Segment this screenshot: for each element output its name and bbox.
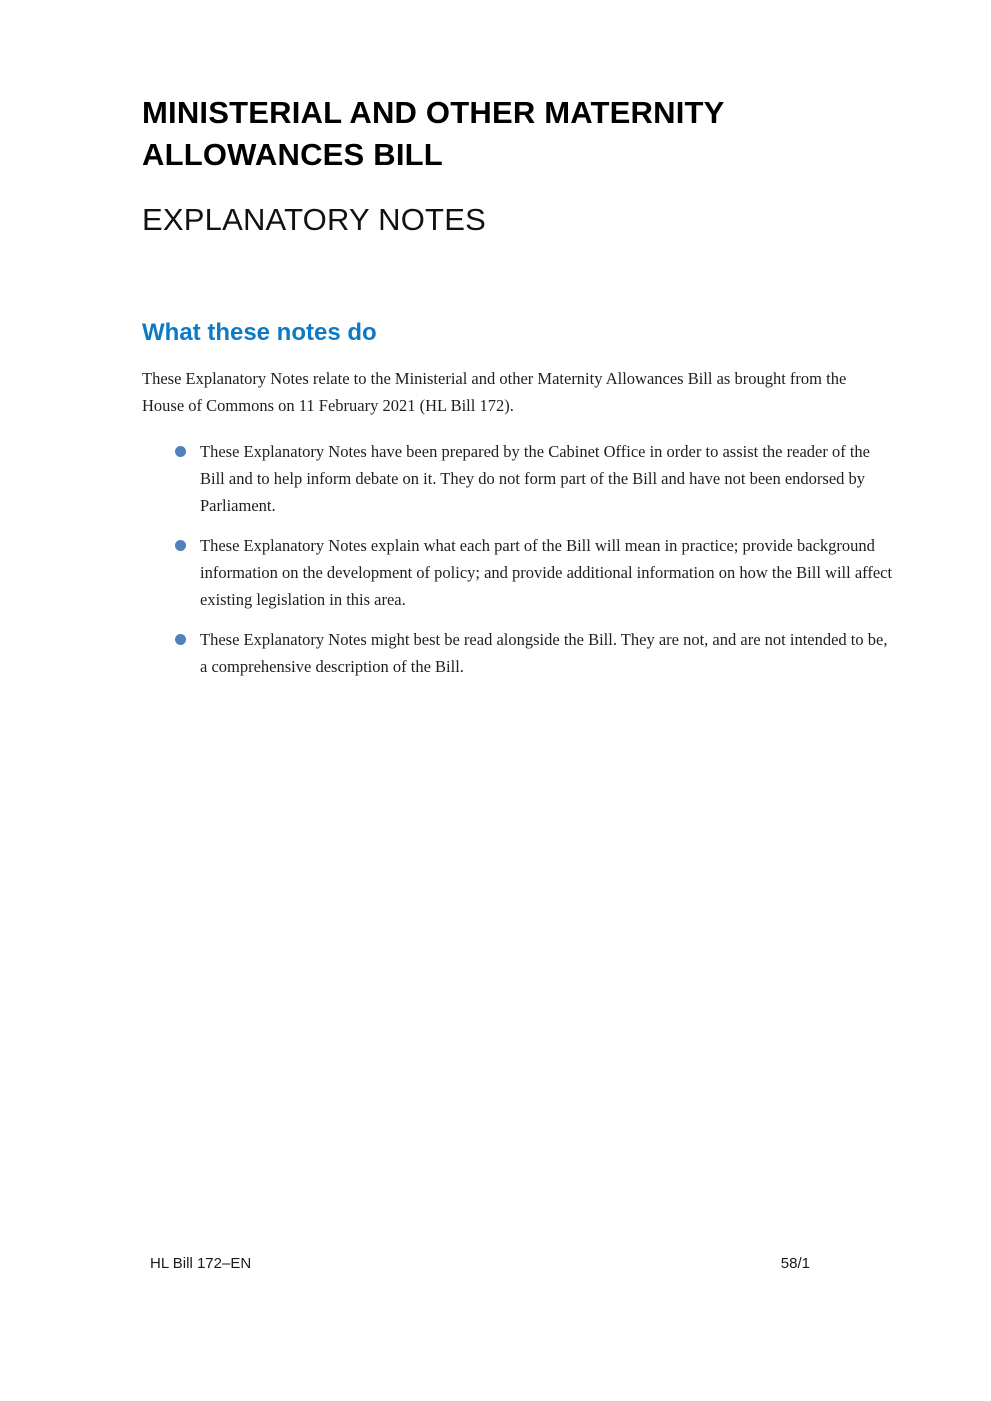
bullet-dot-icon xyxy=(175,446,186,457)
footer-bill-reference: HL Bill 172–EN xyxy=(150,1255,252,1272)
intro-paragraph: These Explanatory Notes relate to the Ministerial and other Maternity Allowances Bill as brought from the House of Commons on 11 February 2021 (HL Bill 172). xyxy=(142,369,847,415)
list-item xyxy=(175,532,895,613)
bullet-text: These Explanatory Notes have been prepared by the Cabinet Office in order to assist the reader of the Bill and to help inform debate on it. They do not form part of the Bill and have not been endorsed by Parliament. xyxy=(200,442,870,515)
bill-title: MINISTERIAL AND OTHER MATERNITY ALLOWANCES BILL xyxy=(142,95,725,172)
list-item xyxy=(175,438,895,519)
bullet-dot-icon xyxy=(175,540,186,551)
page-footer xyxy=(150,1254,810,1274)
notes-bullet-list xyxy=(142,438,895,680)
bullet-dot-icon xyxy=(175,634,186,645)
section-heading-what-these-notes-do: What these notes do xyxy=(142,319,377,346)
bullet-text: These Explanatory Notes might best be read alongside the Bill. They are not, and are not intended to be, a comprehensive description of the Bill. xyxy=(200,630,888,676)
list-item xyxy=(175,626,895,680)
document-content xyxy=(0,92,991,680)
explanatory-notes-subtitle: EXPLANATORY NOTES xyxy=(142,202,486,237)
footer-page-number: 58/1 xyxy=(780,1255,810,1272)
bullet-text: These Explanatory Notes explain what each part of the Bill will mean in practice; provide background information on the development of policy; and provide additional information on how the Bill will affect existing legislation in this area. xyxy=(200,536,893,609)
